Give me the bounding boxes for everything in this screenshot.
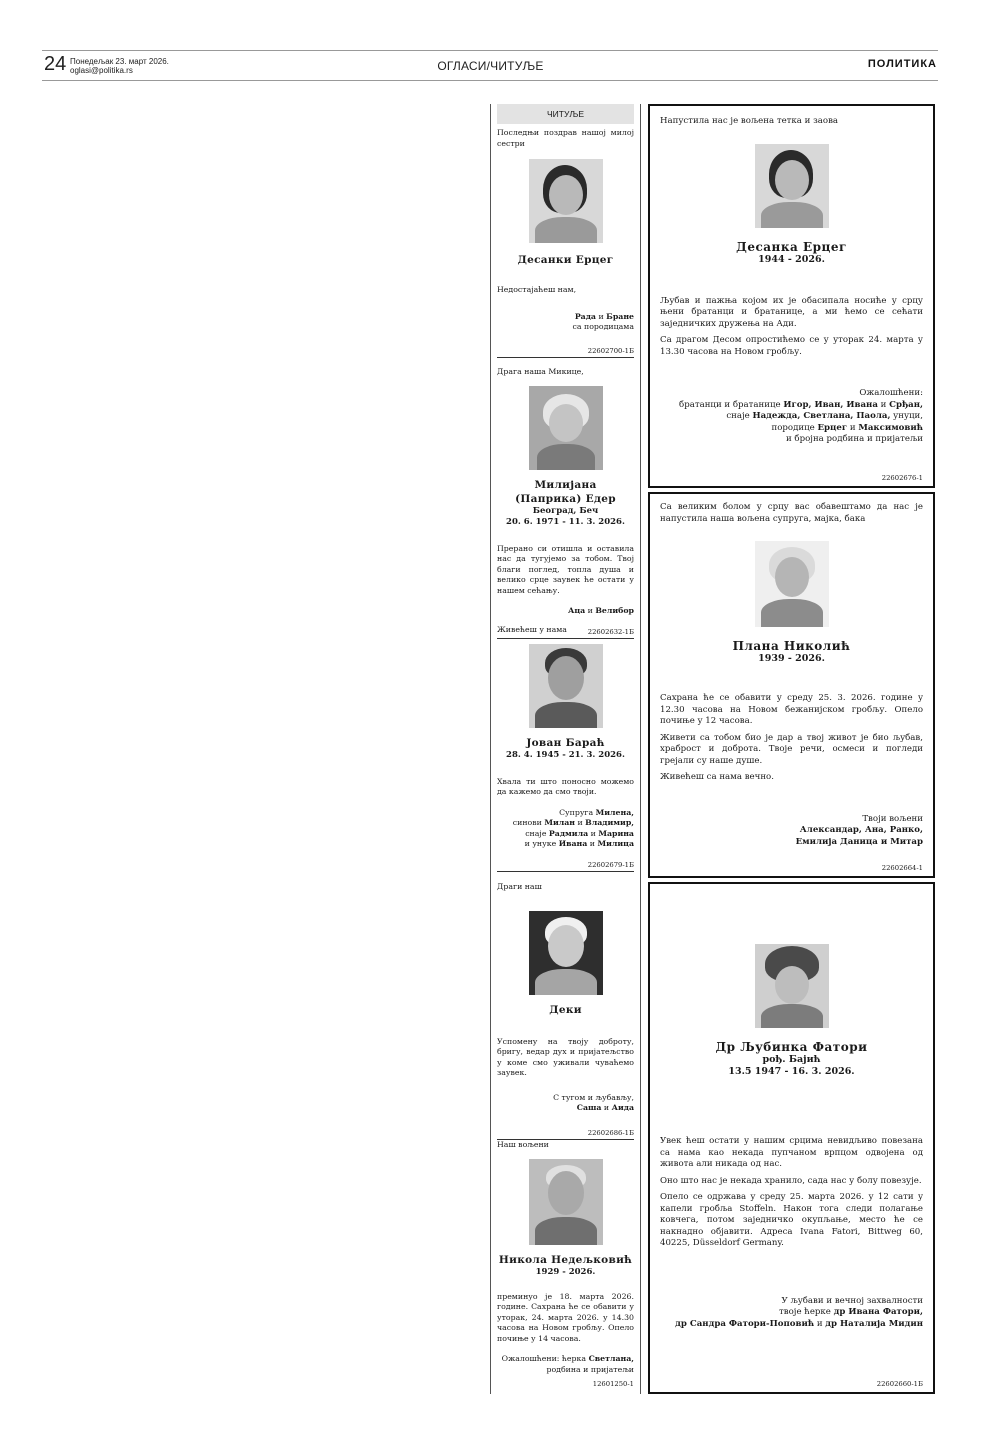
deceased-years: 28. 4. 1945 - 21. 3. 2026. (506, 749, 625, 760)
box-paragraph: Сахрана ће се обавити у среду 25. 3. 2026. године у 12.30 часова на Новом бежанијском гробљу. Опело почиње у 12 часова. (660, 693, 923, 726)
obituary-ad (497, 367, 634, 639)
deceased-name: Никола Недељковић (498, 1253, 633, 1266)
ad-signature: Рада и Бране (574, 311, 634, 321)
box-signature: Ожалошћени: братанци и братанице Игор, Иван, Ивана и Срђан, снаје Надежда, Светлана, Паола, унуци, породице Ерцег и Максимовић и бројна родбина и пријатељи (679, 388, 923, 444)
portrait-photo (529, 911, 603, 995)
deceased-name: Деки (549, 1003, 582, 1016)
deceased-years: 1944 - 2026. (758, 253, 825, 265)
section-title: ОГЛАСИ/ЧИТУЉЕ (437, 59, 544, 73)
portrait-photo (755, 144, 829, 228)
deceased-name: Др Љубинка Фатори (715, 1040, 868, 1054)
ad-signature: Аца и Велибор (567, 606, 634, 615)
ad-text: преминуо је 18. марта 2026. године. Сахрана ће се обавити у уторак, 24. марта 2026. у 14.30 часова на Новом гробљу. Опело почиње у 14 часова. (497, 1291, 634, 1343)
box-signature: Твоји вољени Александар, Ана, Ранко, Емилија Даница и Митар (795, 813, 923, 847)
ad-text: Прерано си отишла и оставила нас да тугујемо за тобом. Твој благи поглед, топла душа и велико срце заувек ће остати у нашем сећању. (497, 543, 634, 595)
obituary-box (648, 104, 935, 488)
ad-code: 22602660-1Б (876, 1379, 923, 1388)
box-paragraph: Увек ћеш остати у нашим срцима невидљиво повезана са нама као некада пупчаном врпцом одвојена од живота али никада од нас. (660, 1136, 923, 1169)
box-paragraph: Живети са тобом био је дар а твој живот је био љубав, храброст и доброта. Твоје речи, осмеси и погледи грејали су наше душе. (660, 732, 923, 766)
deceased-name-line2: (Паприка) Едер (515, 492, 616, 505)
ad-text: Хвала ти што поносно можемо да кажемо да смо твоји. (497, 776, 634, 796)
ad-signature-line: са породицама (572, 322, 634, 331)
box-intro: Напустила нас је вољена тетка и заова (660, 116, 839, 126)
ad-code: 22602686-1Б (497, 1128, 634, 1141)
ad-signature: Саша и Аида (576, 1103, 634, 1112)
page-number: 24 (44, 53, 67, 75)
header-bottom-rule (42, 80, 938, 81)
newspaper-logo: ПОЛИТИКА (867, 58, 937, 70)
ad-text: Недостајаћеш нам, (497, 285, 577, 294)
ad-signature: Супруга Милена, синови Милан и Владимир, снаје Радмила и Марина и унуке Ивана и Милица (512, 807, 634, 848)
deceased-years: 1929 - 2026. (535, 1266, 596, 1277)
ad-intro: Наш вољени (497, 1140, 549, 1149)
portrait-photo (529, 386, 603, 470)
obituary-ad (497, 128, 634, 358)
ad-code: 22602664-1 (881, 863, 923, 872)
deceased-name: Милијана (534, 478, 597, 491)
ad-code: 22602700-1Б (497, 346, 634, 359)
ad-intro: Последњи поздрав нашој милој сестри (497, 128, 634, 148)
deceased-name: Јован Бараћ (526, 736, 605, 749)
header-email[interactable]: oglasi@politika.rs (70, 66, 133, 75)
deceased-years: 1939 - 2026. (758, 653, 825, 664)
obituary-ad (497, 1140, 634, 1391)
column-rule-left (490, 104, 491, 1394)
ad-signature-line: С тугом и љубављу, (553, 1092, 634, 1102)
obituary-ad (497, 625, 634, 872)
column-rule-right (640, 104, 641, 1394)
obituary-box (648, 492, 935, 878)
ad-code: 22602676-1 (881, 473, 923, 482)
box-paragraph: Са драгом Десом опростићемо се у уторак 24. марта у 13.30 часова на Новом гробљу. (660, 335, 923, 357)
ad-text: Успомену на твоју доброту, бригу, ведар дух и пријатељство у коме смо уживали чуваћемо заувек. (497, 1036, 634, 1077)
deceased-years: 13.5 1947 - 16. 3. 2026. (728, 1066, 855, 1077)
ad-code: 22602679-1Б (497, 860, 634, 873)
box-paragraph: Љубав и пажња којом их је обасипала носиће у срцу њени братанци и братанице, а ми ћемо се сећати заједничких дружења на Ади. (660, 295, 923, 329)
portrait-photo (755, 944, 829, 1028)
ad-intro: Живећеш у нама (497, 625, 567, 634)
ad-code: 22602632-1Б (497, 627, 634, 640)
deceased-name: Плана Николић (732, 639, 851, 653)
portrait-photo (529, 644, 603, 728)
deceased-years: 20. 6. 1971 - 11. 3. 2026. (506, 516, 625, 527)
box-intro: Са великим болом у срцу вас обавештамо да нас је напустила наша вољена супруга, мајка, бака (660, 502, 923, 524)
column-title: ЧИТУЉЕ (497, 104, 634, 124)
box-signature: У љубави и вечној захвалности твоје ћерке др Ивана Фатори, др Сандра Фатори-Поповић и др Наталија Мидин (675, 1295, 923, 1329)
portrait-photo (755, 541, 829, 627)
deceased-name: Десанка Ерцег (736, 239, 847, 254)
deceased-place: Београд, Беч (532, 505, 599, 516)
deceased-name: Десанки Ерцег (517, 254, 614, 266)
box-paragraph: Опело се одржава у среду 25. марта 2026. у 12 сати у капели гробља Stoffeln. Након тога следи полагање ковчега, потом заједничко окупљање, место ће се накнадно објавити. Адреса Ivana Fatori, Bittweg 60, 40225, Düsseldorf Germany. (660, 1192, 923, 1248)
box-paragraph: Живећеш са нама вечно. (660, 772, 774, 782)
deceased-born: рођ. Бајић (762, 1054, 821, 1065)
ad-intro: Драги наш (497, 882, 542, 891)
obituary-box (648, 882, 935, 1394)
ad-code: 12601250-1 (592, 1380, 634, 1388)
box-paragraph: Оно што нас је некада хранило, сада нас у болу повезује. (660, 1175, 922, 1186)
obituary-ad (497, 882, 634, 1140)
ad-intro: Драга наша Микице, (497, 367, 584, 376)
portrait-photo (529, 1159, 603, 1245)
portrait-photo (529, 159, 603, 243)
ad-signature: Ожалошћени: ћерка Светлана, (501, 1354, 634, 1363)
header-top-rule (42, 50, 938, 51)
ad-signature-line: родбина и пријатељи (546, 1364, 634, 1374)
header-date: Понедељак 23. март 2026. (70, 57, 169, 66)
